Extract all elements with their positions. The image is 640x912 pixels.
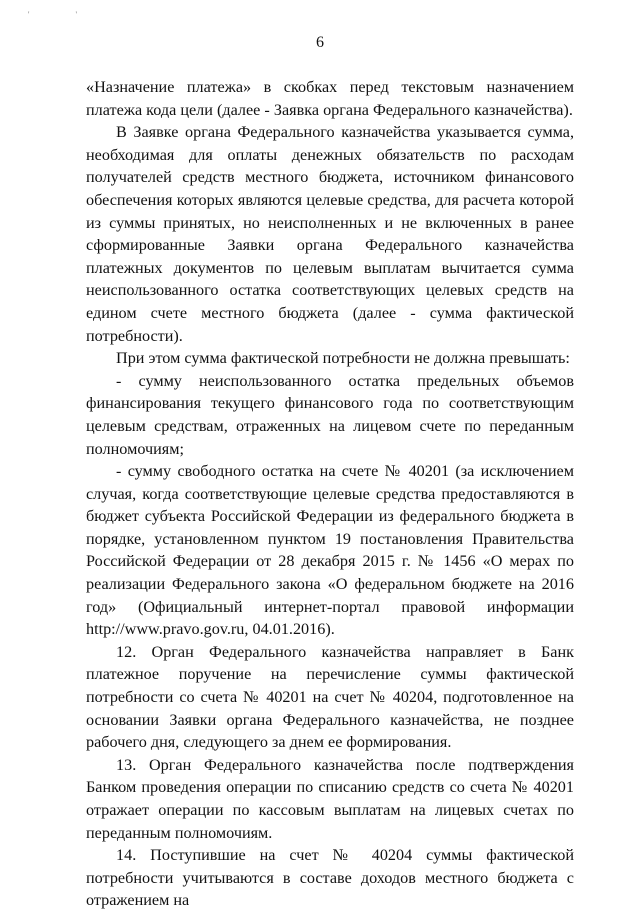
paragraph-limit-intro: При этом сумма фактической потребности не должна превышать: [116, 349, 570, 368]
page-number: 6 [316, 34, 324, 51]
list-item-free-balance: - сумму свободного остатка на счете № 40201 (за исключением случая, когда соответствующие целевые средства предоставляются в бюджет субъекта Российской Федерации из федерального бюджета в порядке, установленном пунктом 19 постановления Правительства Российской Федерации от 28 декабря 2015 г. № 1456 «О мерах по реализации Федерального закона «О федеральном бюджете на 2016 год» (Официальный интернет-портал правовой информации http://www.pravo.gov.ru, 04.01.2016). [86, 462, 574, 639]
list-item-unused-balance: - сумму неиспользованного остатка предельных объемов финансирования текущего финансового года по соответствующим целевым средствам, отраженных на лицевом счете по переданным полномочиям; [86, 371, 574, 458]
paragraph-clause-12: 12. Орган Федерального казначейства направляет в Банк платежное поручение на перечисление суммы фактической потребности со счета № 40201 на счет № 40204, подготовленное на основании Заявки органа Федерального казначейства, не позднее рабочего дня, следующего за днем ее формирования. [86, 642, 574, 752]
paragraph-actual-need-amount: В Заявке органа Федерального казначейства указывается сумма, необходимая для оплаты денежных обязательств по расходам получателей средств местного бюджета, источником финансового обеспечения которых являются целевые средства, для расчета которой из суммы принятых, но неисполненных и не включенных в ранее сформированные Заявки органа Федерального казначейства платежных документов по целевым выплатам вычитается сумма неиспользованного остатка соответствующих целевых средств на едином счете местного бюджета (далее - сумма фактической потребности). [86, 123, 574, 345]
paragraph-clause-14: 14. Поступившие на счет № 40204 суммы фактической потребности учитываются в составе доходов местного бюджета с отражением на [86, 846, 574, 910]
paragraph-continuation: «Назначение платежа» в скобках перед текстовым назначением платежа кода цели (далее - Заявка органа Федерального казначейства). [86, 78, 574, 119]
document-body [86, 76, 574, 912]
scan-corner-marks: ' ' [28, 10, 99, 19]
paragraph-clause-13: 13. Орган Федерального казначейства после подтверждения Банком проведения операции по списанию средств со счета № 40201 отражает операции по кассовым выплатам на лицевых счетах по переданным полномочиям. [86, 755, 574, 842]
